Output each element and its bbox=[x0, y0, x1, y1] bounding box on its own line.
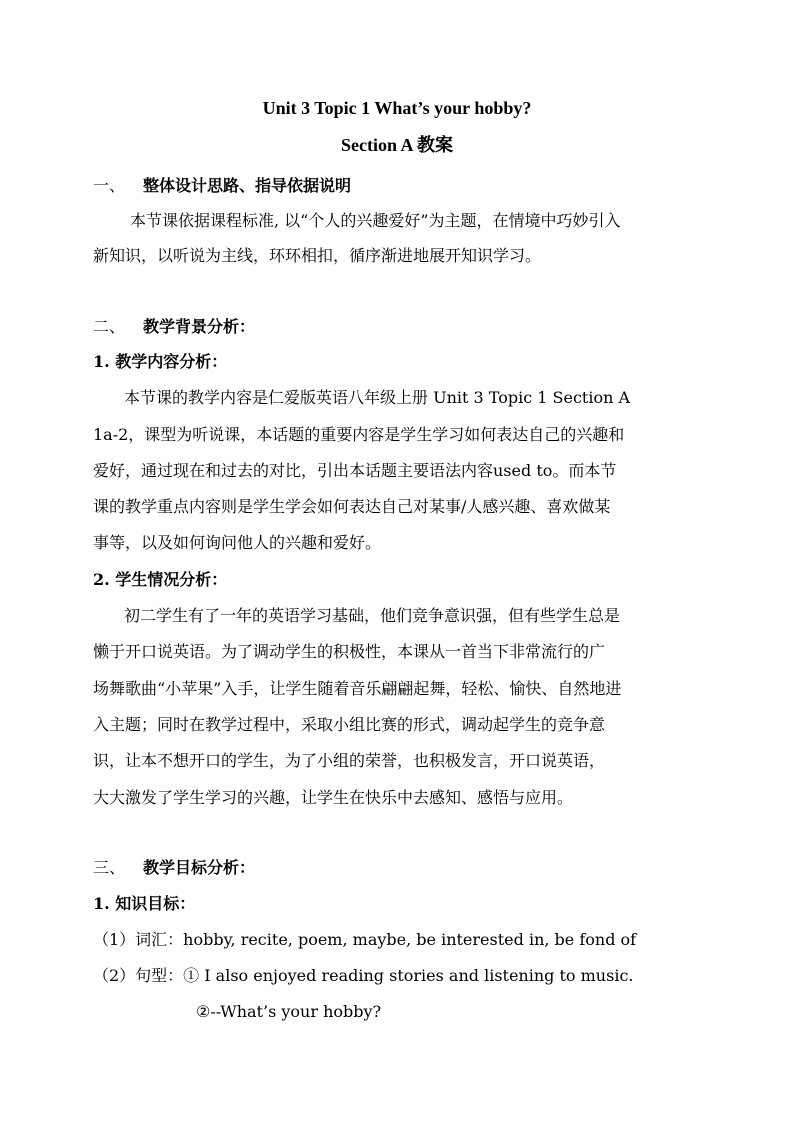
section1-heading: 整体设计思路、指导依据说明 bbox=[143, 176, 352, 195]
paragraph-line: 懒于开口说英语。为了调动学生的积极性，本课从一首当下非常流行的广 bbox=[93, 642, 606, 661]
document-subtitle: Section A 教案 bbox=[340, 135, 453, 155]
section3-number: 三、 bbox=[93, 858, 126, 877]
section3-heading: 教学目标分析： bbox=[143, 858, 256, 877]
paragraph-line: 爱好，通过现在和过去的对比，引出本话题主要语法内容used to。而本节 bbox=[93, 461, 617, 480]
paragraph-line: 大大激发了学生学习的兴趣，让学生在快乐中去感知、感悟与应用。 bbox=[93, 788, 574, 807]
vocabulary-line: （1）词汇：hobby, recite, poem, maybe, be interested in, be fond of bbox=[93, 930, 637, 949]
sentence-pattern-line: ②--What’s your hobby? bbox=[196, 1002, 382, 1021]
section2-number: 二、 bbox=[93, 317, 126, 336]
section1-paragraph-line: 本节课依据课程标准, 以“个人的兴趣爱好”为主题，在情境中巧妙引入 bbox=[130, 211, 621, 230]
sentence-pattern-line: （2）句型：① I also enjoyed reading stories and listening to music. bbox=[93, 966, 634, 985]
subsection-heading: 1. 教学内容分析： bbox=[93, 352, 228, 371]
paragraph-line: 1a-2，课型为听说课，本话题的重要内容是学生学习如何表达自己的兴趣和 bbox=[93, 425, 625, 444]
paragraph-line: 课的教学重点内容则是学生学会如何表达自己对某事/人感兴趣、喜欢做某 bbox=[93, 497, 611, 516]
paragraph-line: 场舞歌曲“小苹果”入手，让学生随着音乐翩翩起舞，轻松、愉快、自然地进 bbox=[93, 679, 622, 698]
subsection-heading: 2. 学生情况分析： bbox=[93, 570, 228, 589]
paragraph-line: 初二学生有了一年的英语学习基础，他们竞争意识强，但有些学生总是 bbox=[124, 606, 621, 625]
paragraph-line: 事等，以及如何询问他人的兴趣和爱好。 bbox=[93, 533, 382, 552]
paragraph-line: 本节课的教学内容是仁爱版英语八年级上册 Unit 3 Topic 1 Section A bbox=[124, 388, 631, 407]
document-title: Unit 3 Topic 1 What’s your hobby? bbox=[262, 98, 532, 118]
section1-number: 一、 bbox=[93, 176, 126, 195]
paragraph-line: 识，让本不想开口的学生，为了小组的荣誉，也积极发言，开口说英语， bbox=[93, 751, 606, 770]
subsection-heading: 1. 知识目标： bbox=[93, 894, 196, 913]
section2-heading: 教学背景分析： bbox=[143, 317, 256, 336]
section1-paragraph-line: 新知识，以听说为主线，环环相扣，循序渐进地展开知识学习。 bbox=[93, 246, 542, 265]
paragraph-line: 入主题；同时在教学过程中，采取小组比赛的形式，调动起学生的竞争意 bbox=[93, 715, 606, 734]
